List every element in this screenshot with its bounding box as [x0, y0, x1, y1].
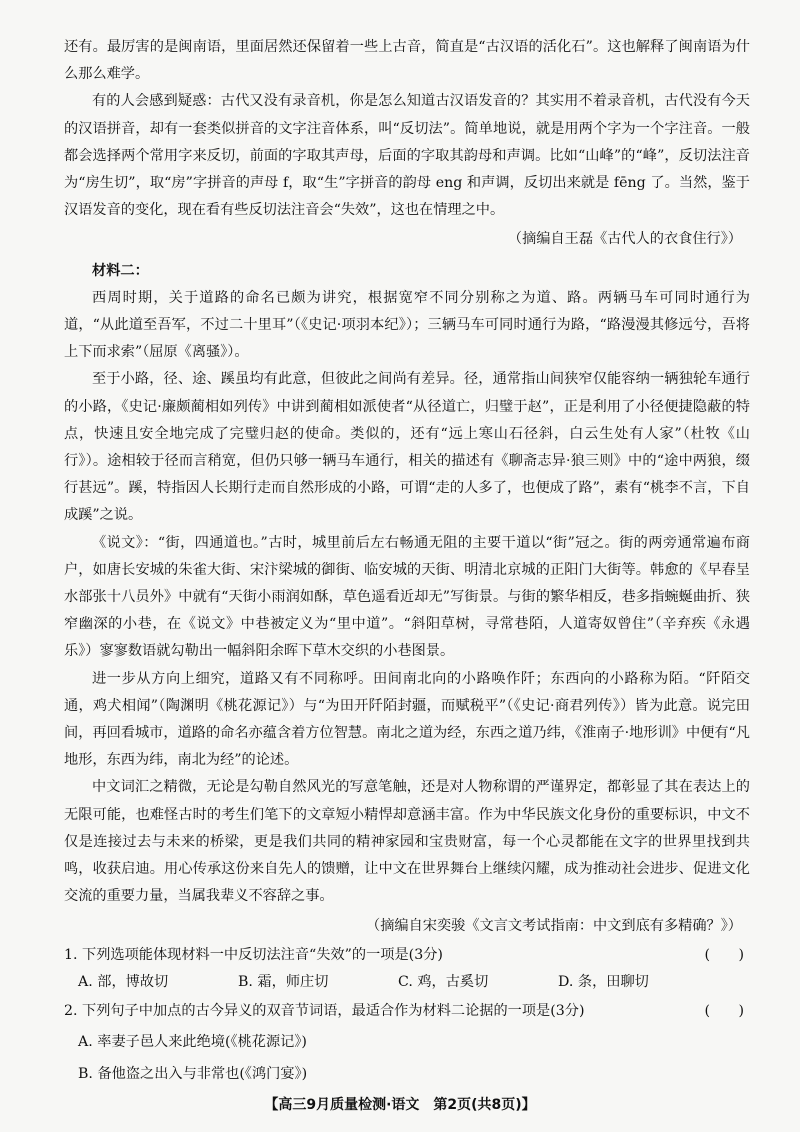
question-1-stem: 1. 下列选项能体现材料一中反切法注音“失效”的一项是(3分): [64, 946, 443, 963]
material1-paragraph-0: 还有。最厉害的是闽南语，里面居然还保留着一些上古音，简直是“古汉语的活化石”。这也解释了闽南语为什么那么难学。: [64, 39, 750, 83]
material2-paragraph-4: 进一步从方向上细究，道路又有不同称呼。田间南北向的小路唤作阡；东西向的小路称为陌。“阡陌交通，鸡犬相闻”（陶渊明《桃花源记》）与“为田开阡陌封疆，而赋税平”（《史记·商君列传》）皆为此意。说完田间，再回看城市，道路的命名亦蕴含着方位智慧。南北之道为经，东西之道乃纬，《淮南子·地形训》中便有“凡地形，东西为纬，南北为经”的论述。: [64, 670, 750, 769]
question-1-options: [64, 969, 750, 996]
question-2-option-a: A. 率妻子邑人来此绝境(《桃花源记》): [78, 1034, 307, 1051]
question-2: [64, 998, 750, 1025]
material2-source: （摘编自宋奕骏《文言文考试指南：中文到底有多精确？》）: [366, 917, 742, 934]
material1-source: （摘编自王磊《古代人的衣食住行》）: [507, 231, 742, 248]
material2-title: 材料二：: [92, 262, 149, 279]
page-content: [64, 34, 750, 1088]
material2-paragraph-1: 西周时期，关于道路的命名已颇为讲究，根据宽窄不同分别称之为道、路。两辆马车可同时通行为道，“从此道至吾军，不过二十里耳”（《史记·项羽本纪》）；三辆马车可同时通行为路，“路漫漫其修远兮，吾将上下而求索”（屈原《离骚》）。: [64, 289, 750, 361]
question-2-option-b: B. 备他盗之出入与非常也(《鸿门宴》): [78, 1065, 308, 1082]
material2-paragraph-3: 《说文》：“街，四通道也。”古时，城里前后左右畅通无阻的主要干道以“街”冠之。街的两旁通常遍布商户，如唐长安城的朱雀大街、宋汴梁城的御街、临安城的天街、明清北京城的正阳门大街等。韩愈的《早春呈水部张十八员外》中就有“天街小雨润如酥，草色遥看近却无”写街景。与街的繁华相反，巷多指蜿蜒曲折、狭窄幽深的小巷，在《说文》中巷被定义为“里中道”。“斜阳草树，寻常巷陌，人道寄奴曾住”（辛弃疾《永遇乐》）寥寥数语就勾勒出一幅斜阳余晖下草木交织的小巷图景。: [64, 534, 750, 660]
question-2-stem: 2. 下列句子中加点的古今异义的双音节词语，最适合作为材料二论据的一项是(3分): [64, 1003, 585, 1020]
question-1-answer-paren: ( ): [704, 946, 744, 963]
material1-paragraph-1: 有的人会感到疑惑：古代又没有录音机，你是怎么知道古汉语发音的？其实用不着录音机，古代没有今天的汉语拼音，却有一套类似拼音的文字注音体系，叫“反切法”。简单地说，就是用两个字为一个字注音。一般都会选择两个常用字来反切，前面的字取其声母，后面的字取其韵母和声调。比如“山峰”的“峰”，反切法注音为“房生切”，取“房”字拼音的声母 f，取“生”字拼音的韵母 eng 和声调，反切出来就是 fēng 了。当然，鉴于汉语发音的变化，现在看有些反切法注音会“失效”，这也在情理之中。: [64, 93, 750, 219]
question-1-option-b: B. 霜，师庄切: [238, 973, 329, 990]
page-footer: 【高三9月质量检测·语文 第2页(共8页)】: [264, 1097, 536, 1113]
question-1: [64, 942, 750, 969]
question-1-option-d: D. 条，田聊切: [558, 973, 649, 990]
material2-paragraph-2: 至于小路，径、途、蹊虽均有此意，但彼此之间尚有差异。径，通常指山间狭窄仅能容纳一辆独轮车通行的小路，《史记·廉颇蔺相如列传》中讲到蔺相如派使者“从径道亡，归璧于赵”，正是利用了小径便捷隐蔽的特点，快速且安全地完成了完璧归赵的使命。类似的，还有“远上寒山石径斜，白云生处有人家”（杜牧《山行》）。途相较于径而言稍宽，但仍只够一辆马车通行，相关的描述有《聊斋志异·狼三则》中的“途中两狼，缀行甚远”。蹊，特指因人长期行走而自然形成的小路，可谓“走的人多了，也便成了路”，素有“桃李不言，下自成蹊”之说。: [64, 371, 750, 524]
question-1-option-c: C. 鸡，古奚切: [398, 973, 489, 990]
question-1-option-a: A. 部，博故切: [78, 973, 169, 990]
material2-paragraph-5: 中文词汇之精微，无论是勾勒自然风光的写意笔触，还是对人物称谓的严谨界定，都彰显了其在表达上的无限可能，也难怪古时的考生们笔下的文章短小精悍却意涵丰富。作为中华民族文化身份的重要标识，中文不仅是连接过去与未来的桥梁，更是我们共同的精神家园和宝贵财富，每一个心灵都能在文字的世界里找到共鸣，收获启迪。用心传承这份来自先人的馈赠，让中文在世界舞台上继续闪耀，成为推动社会进步、促进文化交流的重要力量，当属我辈义不容辞之事。: [64, 779, 750, 905]
question-2-answer-paren: ( ): [704, 1003, 744, 1020]
